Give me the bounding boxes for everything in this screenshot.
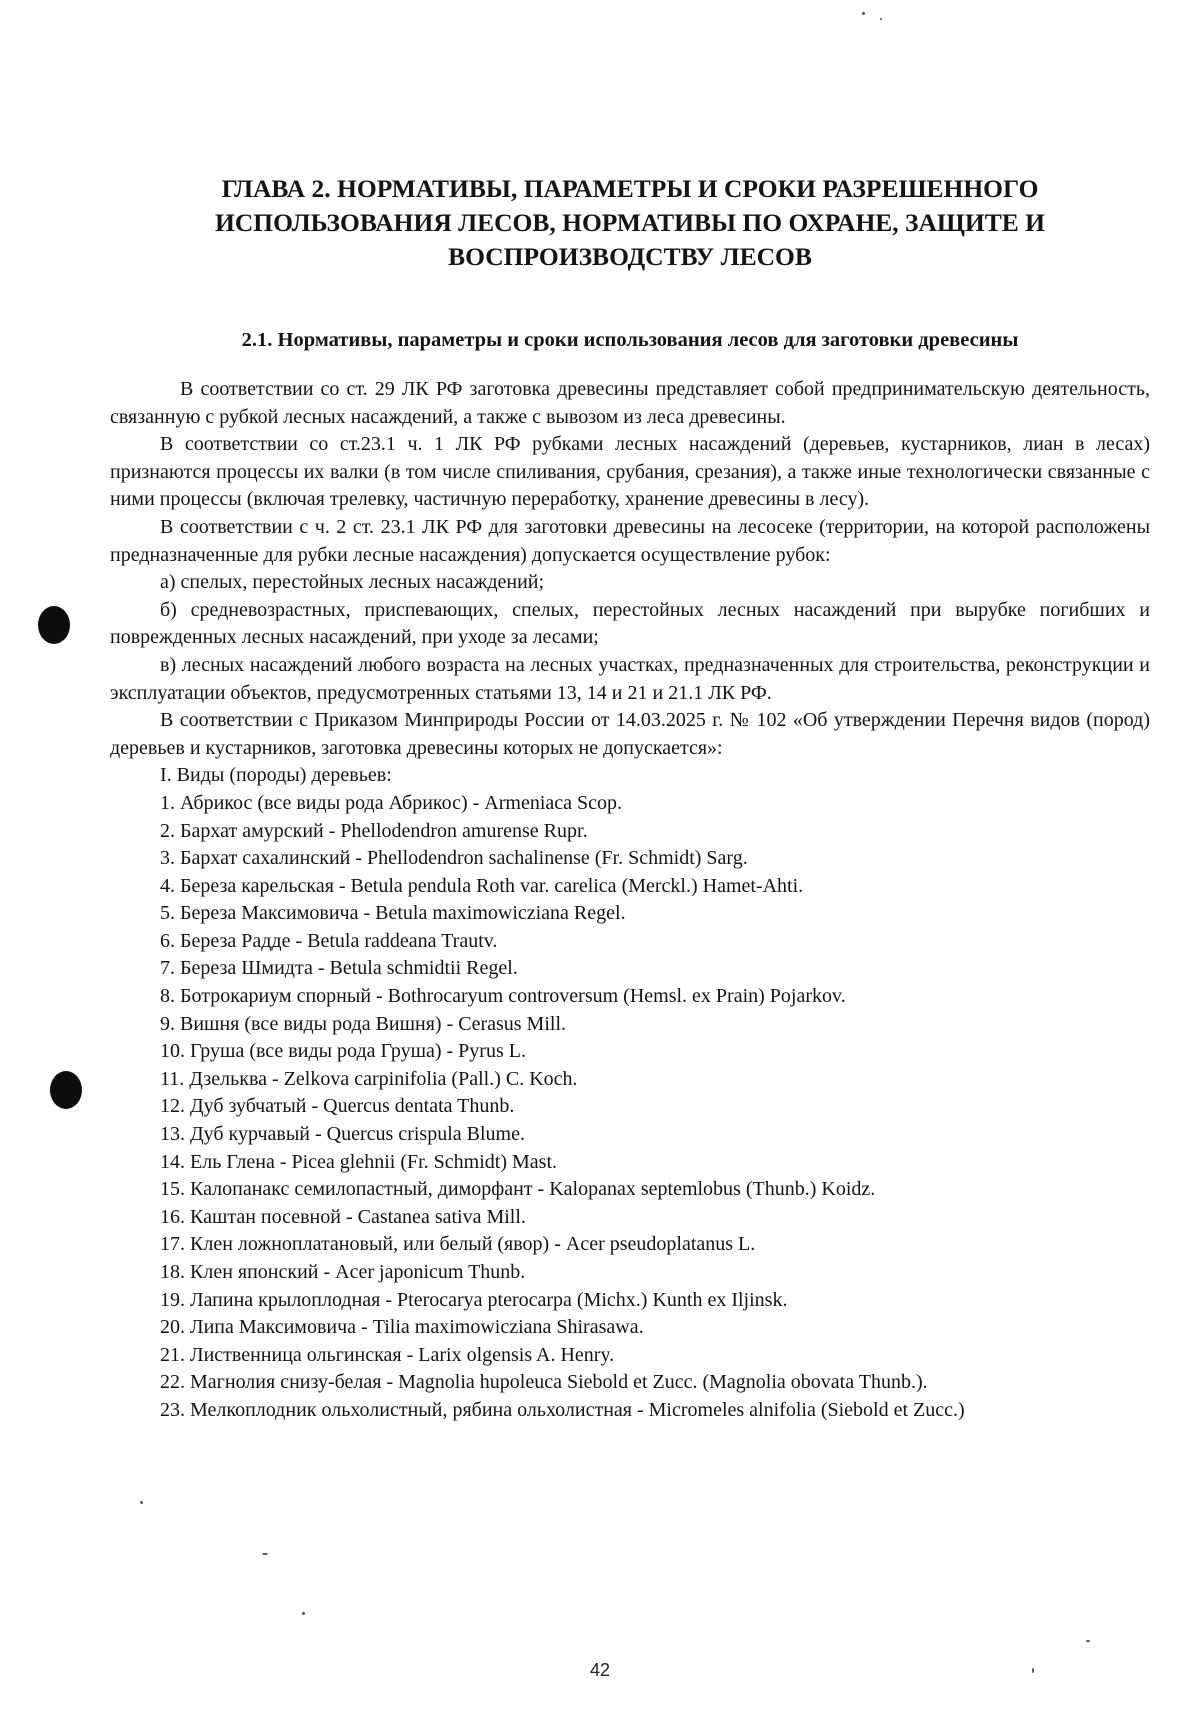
list-item: 18. Клен японский - Acer japonicum Thunb. [160, 1261, 526, 1283]
list-item: 22. Магнолия снизу-белая - Magnolia hupoleuca Siebold et Zucc. (Magnolia obovata Thunb.). [160, 1371, 928, 1394]
scan-speck [1086, 1640, 1090, 1642]
scan-speck [140, 1501, 143, 1504]
list-item: 5. Береза Максимовича - Betula maximowicziana Regel. [160, 902, 626, 925]
list-item: 4. Береза карельская - Betula pendula Roth var. carelica (Merckl.) Hamet-Ahti. [160, 874, 804, 897]
list-item: 7. Береза Шмидта - Betula schmidtii Regel. [160, 957, 518, 980]
chapter-title-line-3: ВОСПРОИЗВОДСТВУ ЛЕСОВ [448, 242, 812, 271]
chapter-title [110, 172, 1150, 274]
paragraph-item-a: а) спелых, перестойных лесных насаждений; [160, 571, 545, 594]
list-item: 17. Клен ложноплатановый, или белый (явор) - Acer pseudoplatanus L. [160, 1233, 756, 1256]
list-item: 15. Калопанакс семилопастный, диморфант - Kalopanax septemlobus (Thunb.) Koidz. [160, 1178, 876, 1201]
list-item: 2. Бархат амурский - Phellodendron amurense Rupr. [160, 819, 588, 842]
paragraph-item-v: в) лесных насаждений любого возраста на лесных участках, предназначенных для строительства, реконструкции и эксплуатации объектов, предусмотренных статьями 13, 14 и 21 и 21.1 ЛК РФ. [110, 653, 1150, 704]
list-item: 9. Вишня (все виды рода Вишня) - Cerasus Mill. [160, 1012, 567, 1035]
document-page [110, 172, 1150, 1425]
punch-hole-lower [50, 1071, 82, 1109]
page-number: 42 [589, 1660, 611, 1680]
paragraph-item-b: б) средневозрастных, приспевающих, спелых, перестойных лесных насаждений при вырубке погибших и поврежденных лесных насаждений, при уходе за лесами; [110, 598, 1150, 649]
list-item: 12. Дуб зубчатый - Quercus dentata Thunb. [160, 1095, 515, 1118]
species-list-heading: I. Виды (породы) деревьев: [160, 764, 392, 787]
list-item: 16. Каштан посевной - Castanea sativa Mill. [160, 1205, 526, 1228]
list-item: 13. Дуб курчавый - Quercus crispula Blume. [160, 1123, 525, 1146]
list-item: 3. Бархат сахалинский - Phellodendron sachalinense (Fr. Schmidt) Sarg. [160, 847, 748, 870]
chapter-title-line-2: ИСПОЛЬЗОВАНИЯ ЛЕСОВ, НОРМАТИВЫ ПО ОХРАНЕ, ЗАЩИТЕ И [215, 208, 1045, 237]
list-item: 1. Абрикос (все виды рода Абрикос) - Armeniaca Scop. [160, 791, 623, 814]
list-item: 19. Лапина крылоплодная - Pterocarya pterocarpa (Michx.) Kunth ex Iljinsk. [160, 1288, 788, 1311]
list-item: 23. Мелкоплодник ольхолистный, рябина ольхолистная - Micromeles alnifolia (Siebold et Zucc.) [160, 1398, 965, 1421]
list-item: 11. Дзельква - Zelkova carpinifolia (Pall.) C. Koch. [160, 1067, 578, 1090]
paragraph-lk-art-29: В соответствии со ст. 29 ЛК РФ заготовка древесины представляет собой предпринимательскую деятельность, связанную с рубкой лесных насаждений, а также с вывозом из леса древесины. [110, 378, 1150, 428]
list-item: 10. Груша (все виды рода Груша) - Pyrus L. [160, 1040, 526, 1063]
scan-speck [880, 18, 882, 20]
scan-speck [302, 1612, 305, 1615]
species-list [110, 790, 1150, 1425]
paragraph-order-102: В соответствии с Приказом Минприроды России от 14.03.2025 г. № 102 «Об утверждении Перечня видов (пород) деревьев и кустарников, заготовка древесины которых не допускается»: [110, 709, 1150, 759]
scan-speck [1032, 1668, 1034, 1673]
paragraph-lk-art-23-1-part-1: В соответствии со ст.23.1 ч. 1 ЛК РФ рубками лесных насаждений (деревьев, кустарников, лиан в лесах) признаются процессы их валки (в том числе спиливания, срубания, срезания), а также иные технологически связанные с ними процессы (включая трелевку, частичную переработку, хранение древесины в лесу). [110, 433, 1150, 511]
scan-speck [862, 12, 865, 15]
paragraph-lk-art-23-1-part-2: В соответствии с ч. 2 ст. 23.1 ЛК РФ для заготовки древесины на лесосеке (территории, на которой расположены предназначенные для рубки лесные насаждения) допускается осуществление рубок: [110, 515, 1150, 566]
list-item: 21. Лиственница ольгинская - Larix olgensis A. Henry. [160, 1343, 615, 1366]
punch-hole-upper [38, 606, 70, 644]
chapter-title-line-1: ГЛАВА 2. НОРМАТИВЫ, ПАРАМЕТРЫ И СРОКИ РАЗРЕШЕННОГО [221, 174, 1039, 203]
list-item: 20. Липа Максимовича - Tilia maximowicziana Shirasawa. [160, 1316, 644, 1339]
list-item: 14. Ель Глена - Picea glehnii (Fr. Schmidt) Mast. [160, 1150, 558, 1173]
scan-speck [262, 1553, 268, 1555]
list-item: 8. Ботрокариум спорный - Bothrocaryum controversum (Hemsl. ex Prain) Pojarkov. [160, 985, 846, 1008]
section-title: 2.1. Нормативы, параметры и сроки использования лесов для заготовки древесины [241, 329, 1019, 351]
list-item: 6. Береза Радде - Betula raddeana Trautv. [160, 929, 498, 952]
